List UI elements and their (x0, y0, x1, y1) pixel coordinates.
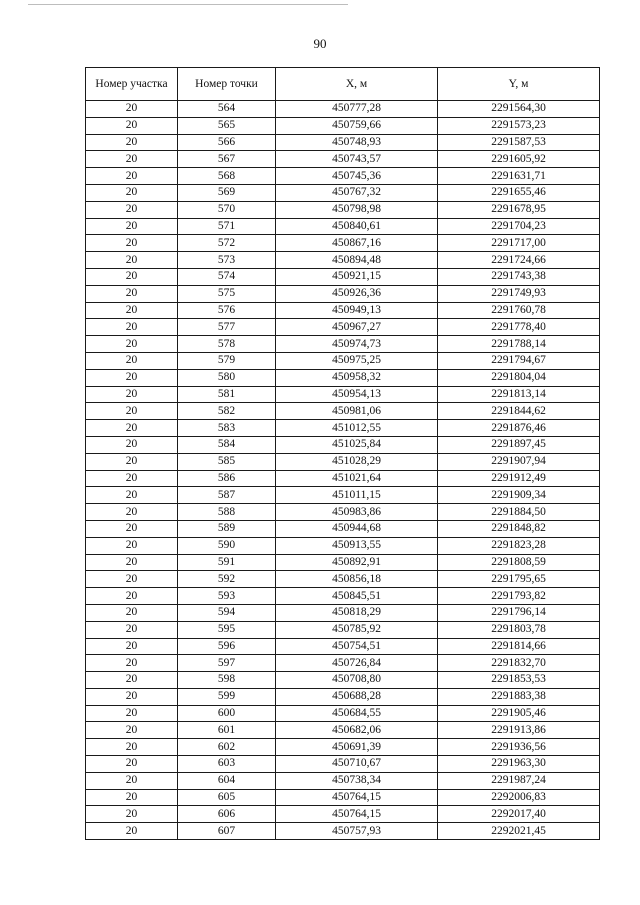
cell-y-coordinate: 2291743,38 (438, 268, 600, 285)
cell-y-coordinate: 2291564,30 (438, 101, 600, 118)
cell-y-coordinate: 2291876,46 (438, 420, 600, 437)
cell-plot-number: 20 (86, 739, 178, 756)
table-row (86, 151, 600, 168)
cell-point-number: 605 (178, 789, 276, 806)
cell-y-coordinate: 2291803,78 (438, 621, 600, 638)
cell-y-coordinate: 2291963,30 (438, 756, 600, 773)
cell-y-coordinate: 2292017,40 (438, 806, 600, 823)
cell-y-coordinate: 2291678,95 (438, 201, 600, 218)
cell-x-coordinate: 450785,92 (276, 621, 438, 638)
cell-y-coordinate: 2291883,38 (438, 688, 600, 705)
top-edge-line (28, 4, 348, 5)
cell-point-number: 584 (178, 436, 276, 453)
cell-x-coordinate: 450913,55 (276, 537, 438, 554)
cell-y-coordinate: 2291573,23 (438, 117, 600, 134)
table-row (86, 235, 600, 252)
cell-y-coordinate: 2291808,59 (438, 554, 600, 571)
cell-plot-number: 20 (86, 218, 178, 235)
cell-x-coordinate: 450921,15 (276, 268, 438, 285)
cell-point-number: 600 (178, 705, 276, 722)
cell-y-coordinate: 2291936,56 (438, 739, 600, 756)
table-row (86, 806, 600, 823)
cell-x-coordinate: 450726,84 (276, 655, 438, 672)
cell-plot-number: 20 (86, 554, 178, 571)
table-row (86, 268, 600, 285)
cell-point-number: 569 (178, 184, 276, 201)
table-row (86, 470, 600, 487)
cell-y-coordinate: 2291605,92 (438, 151, 600, 168)
coordinates-table (85, 67, 600, 840)
cell-plot-number: 20 (86, 336, 178, 353)
cell-y-coordinate: 2291912,49 (438, 470, 600, 487)
cell-point-number: 566 (178, 134, 276, 151)
cell-plot-number: 20 (86, 201, 178, 218)
cell-point-number: 573 (178, 252, 276, 269)
cell-y-coordinate: 2291909,34 (438, 487, 600, 504)
cell-x-coordinate: 451021,64 (276, 470, 438, 487)
cell-point-number: 578 (178, 336, 276, 353)
cell-plot-number: 20 (86, 453, 178, 470)
table-row (86, 655, 600, 672)
table-row (86, 789, 600, 806)
table-row (86, 487, 600, 504)
cell-y-coordinate: 2291760,78 (438, 302, 600, 319)
cell-plot-number: 20 (86, 369, 178, 386)
cell-x-coordinate: 450777,28 (276, 101, 438, 118)
cell-x-coordinate: 450684,55 (276, 705, 438, 722)
cell-plot-number: 20 (86, 436, 178, 453)
cell-plot-number: 20 (86, 470, 178, 487)
cell-point-number: 575 (178, 285, 276, 302)
cell-plot-number: 20 (86, 705, 178, 722)
cell-y-coordinate: 2291704,23 (438, 218, 600, 235)
cell-plot-number: 20 (86, 806, 178, 823)
cell-plot-number: 20 (86, 520, 178, 537)
cell-plot-number: 20 (86, 101, 178, 118)
cell-point-number: 574 (178, 268, 276, 285)
cell-x-coordinate: 450967,27 (276, 319, 438, 336)
cell-y-coordinate: 2291793,82 (438, 588, 600, 605)
cell-point-number: 606 (178, 806, 276, 823)
table-row (86, 638, 600, 655)
cell-x-coordinate: 450856,18 (276, 571, 438, 588)
cell-y-coordinate: 2291907,94 (438, 453, 600, 470)
header-point-number: Номер точки (178, 68, 276, 101)
table-row (86, 604, 600, 621)
cell-plot-number: 20 (86, 134, 178, 151)
cell-x-coordinate: 451028,29 (276, 453, 438, 470)
cell-plot-number: 20 (86, 235, 178, 252)
table-row (86, 823, 600, 840)
cell-x-coordinate: 450743,57 (276, 151, 438, 168)
cell-y-coordinate: 2291814,66 (438, 638, 600, 655)
cell-point-number: 583 (178, 420, 276, 437)
cell-x-coordinate: 450958,32 (276, 369, 438, 386)
cell-x-coordinate: 451025,84 (276, 436, 438, 453)
cell-y-coordinate: 2291832,70 (438, 655, 600, 672)
cell-plot-number: 20 (86, 252, 178, 269)
cell-point-number: 579 (178, 352, 276, 369)
cell-y-coordinate: 2291794,67 (438, 352, 600, 369)
cell-plot-number: 20 (86, 151, 178, 168)
cell-x-coordinate: 450954,13 (276, 386, 438, 403)
table-row (86, 386, 600, 403)
cell-plot-number: 20 (86, 168, 178, 185)
table-row (86, 504, 600, 521)
cell-x-coordinate: 450840,61 (276, 218, 438, 235)
cell-plot-number: 20 (86, 420, 178, 437)
cell-y-coordinate: 2291631,71 (438, 168, 600, 185)
table-row (86, 403, 600, 420)
cell-x-coordinate: 450748,93 (276, 134, 438, 151)
cell-x-coordinate: 450738,34 (276, 772, 438, 789)
cell-point-number: 593 (178, 588, 276, 605)
cell-point-number: 596 (178, 638, 276, 655)
cell-point-number: 599 (178, 688, 276, 705)
cell-y-coordinate: 2291905,46 (438, 705, 600, 722)
cell-x-coordinate: 450767,32 (276, 184, 438, 201)
cell-point-number: 582 (178, 403, 276, 420)
cell-plot-number: 20 (86, 403, 178, 420)
cell-point-number: 580 (178, 369, 276, 386)
table-row (86, 302, 600, 319)
cell-y-coordinate: 2292021,45 (438, 823, 600, 840)
cell-x-coordinate: 451012,55 (276, 420, 438, 437)
cell-x-coordinate: 450949,13 (276, 302, 438, 319)
table-row (86, 218, 600, 235)
cell-point-number: 576 (178, 302, 276, 319)
cell-point-number: 567 (178, 151, 276, 168)
cell-y-coordinate: 2291804,04 (438, 369, 600, 386)
cell-x-coordinate: 450708,80 (276, 672, 438, 689)
table-row (86, 420, 600, 437)
cell-y-coordinate: 2291853,53 (438, 672, 600, 689)
cell-y-coordinate: 2291844,62 (438, 403, 600, 420)
cell-y-coordinate: 2291724,66 (438, 252, 600, 269)
cell-point-number: 598 (178, 672, 276, 689)
cell-y-coordinate: 2291913,86 (438, 722, 600, 739)
cell-point-number: 588 (178, 504, 276, 521)
cell-point-number: 592 (178, 571, 276, 588)
table-row (86, 554, 600, 571)
cell-x-coordinate: 450892,91 (276, 554, 438, 571)
table-row (86, 453, 600, 470)
cell-plot-number: 20 (86, 352, 178, 369)
cell-plot-number: 20 (86, 756, 178, 773)
table-row (86, 285, 600, 302)
table-body (86, 101, 600, 840)
cell-point-number: 601 (178, 722, 276, 739)
cell-point-number: 589 (178, 520, 276, 537)
cell-plot-number: 20 (86, 672, 178, 689)
header-y-coordinate: Y, м (438, 68, 600, 101)
cell-plot-number: 20 (86, 487, 178, 504)
cell-point-number: 603 (178, 756, 276, 773)
table-row (86, 168, 600, 185)
cell-x-coordinate: 450691,39 (276, 739, 438, 756)
cell-point-number: 590 (178, 537, 276, 554)
cell-point-number: 594 (178, 604, 276, 621)
cell-y-coordinate: 2291788,14 (438, 336, 600, 353)
table-row (86, 772, 600, 789)
table-row (86, 336, 600, 353)
table-row (86, 134, 600, 151)
cell-plot-number: 20 (86, 638, 178, 655)
cell-plot-number: 20 (86, 588, 178, 605)
cell-x-coordinate: 450818,29 (276, 604, 438, 621)
page-number: 90 (313, 36, 327, 51)
table-row (86, 352, 600, 369)
cell-plot-number: 20 (86, 655, 178, 672)
table-row (86, 101, 600, 118)
cell-point-number: 577 (178, 319, 276, 336)
cell-x-coordinate: 450759,66 (276, 117, 438, 134)
cell-plot-number: 20 (86, 571, 178, 588)
cell-y-coordinate: 2291655,46 (438, 184, 600, 201)
cell-x-coordinate: 450981,06 (276, 403, 438, 420)
cell-x-coordinate: 450894,48 (276, 252, 438, 269)
table-row (86, 537, 600, 554)
cell-x-coordinate: 450845,51 (276, 588, 438, 605)
cell-point-number: 602 (178, 739, 276, 756)
header-plot-number: Номер участка (86, 68, 178, 101)
table-row (86, 571, 600, 588)
table-row (86, 722, 600, 739)
table-row (86, 739, 600, 756)
cell-plot-number: 20 (86, 117, 178, 134)
table-row (86, 756, 600, 773)
table-row (86, 117, 600, 134)
cell-x-coordinate: 450944,68 (276, 520, 438, 537)
cell-plot-number: 20 (86, 621, 178, 638)
cell-plot-number: 20 (86, 285, 178, 302)
cell-plot-number: 20 (86, 302, 178, 319)
cell-x-coordinate: 450682,06 (276, 722, 438, 739)
table-row (86, 319, 600, 336)
table-row (86, 688, 600, 705)
cell-plot-number: 20 (86, 184, 178, 201)
cell-plot-number: 20 (86, 319, 178, 336)
cell-x-coordinate: 450710,67 (276, 756, 438, 773)
cell-y-coordinate: 2291717,00 (438, 235, 600, 252)
header-x-coordinate: X, м (276, 68, 438, 101)
cell-point-number: 586 (178, 470, 276, 487)
cell-y-coordinate: 2291897,45 (438, 436, 600, 453)
cell-plot-number: 20 (86, 537, 178, 554)
cell-y-coordinate: 2291587,53 (438, 134, 600, 151)
cell-y-coordinate: 2291795,65 (438, 571, 600, 588)
table-header-row (86, 68, 600, 101)
cell-point-number: 572 (178, 235, 276, 252)
table-row (86, 252, 600, 269)
cell-point-number: 564 (178, 101, 276, 118)
cell-plot-number: 20 (86, 604, 178, 621)
cell-x-coordinate: 450974,73 (276, 336, 438, 353)
table-row (86, 436, 600, 453)
cell-x-coordinate: 450798,98 (276, 201, 438, 218)
cell-y-coordinate: 2291778,40 (438, 319, 600, 336)
cell-x-coordinate: 451011,15 (276, 487, 438, 504)
table-row (86, 520, 600, 537)
cell-plot-number: 20 (86, 823, 178, 840)
cell-plot-number: 20 (86, 504, 178, 521)
table-row (86, 621, 600, 638)
cell-point-number: 591 (178, 554, 276, 571)
cell-plot-number: 20 (86, 722, 178, 739)
cell-point-number: 595 (178, 621, 276, 638)
cell-x-coordinate: 450926,36 (276, 285, 438, 302)
table-row (86, 201, 600, 218)
cell-x-coordinate: 450688,28 (276, 688, 438, 705)
cell-y-coordinate: 2291749,93 (438, 285, 600, 302)
cell-point-number: 581 (178, 386, 276, 403)
cell-point-number: 571 (178, 218, 276, 235)
cell-point-number: 565 (178, 117, 276, 134)
table-row (86, 184, 600, 201)
cell-point-number: 568 (178, 168, 276, 185)
cell-y-coordinate: 2292006,83 (438, 789, 600, 806)
cell-x-coordinate: 450757,93 (276, 823, 438, 840)
cell-point-number: 587 (178, 487, 276, 504)
table-row (86, 672, 600, 689)
cell-x-coordinate: 450764,15 (276, 789, 438, 806)
cell-plot-number: 20 (86, 772, 178, 789)
cell-y-coordinate: 2291796,14 (438, 604, 600, 621)
cell-y-coordinate: 2291987,24 (438, 772, 600, 789)
cell-plot-number: 20 (86, 688, 178, 705)
cell-point-number: 570 (178, 201, 276, 218)
cell-x-coordinate: 450975,25 (276, 352, 438, 369)
cell-plot-number: 20 (86, 268, 178, 285)
table-row (86, 369, 600, 386)
cell-point-number: 597 (178, 655, 276, 672)
cell-y-coordinate: 2291823,28 (438, 537, 600, 554)
cell-plot-number: 20 (86, 386, 178, 403)
cell-x-coordinate: 450764,15 (276, 806, 438, 823)
cell-plot-number: 20 (86, 789, 178, 806)
cell-x-coordinate: 450983,86 (276, 504, 438, 521)
cell-x-coordinate: 450745,36 (276, 168, 438, 185)
table-row (86, 705, 600, 722)
cell-point-number: 607 (178, 823, 276, 840)
cell-point-number: 604 (178, 772, 276, 789)
cell-y-coordinate: 2291848,82 (438, 520, 600, 537)
cell-point-number: 585 (178, 453, 276, 470)
table-row (86, 588, 600, 605)
cell-x-coordinate: 450867,16 (276, 235, 438, 252)
cell-y-coordinate: 2291884,50 (438, 504, 600, 521)
cell-y-coordinate: 2291813,14 (438, 386, 600, 403)
cell-x-coordinate: 450754,51 (276, 638, 438, 655)
